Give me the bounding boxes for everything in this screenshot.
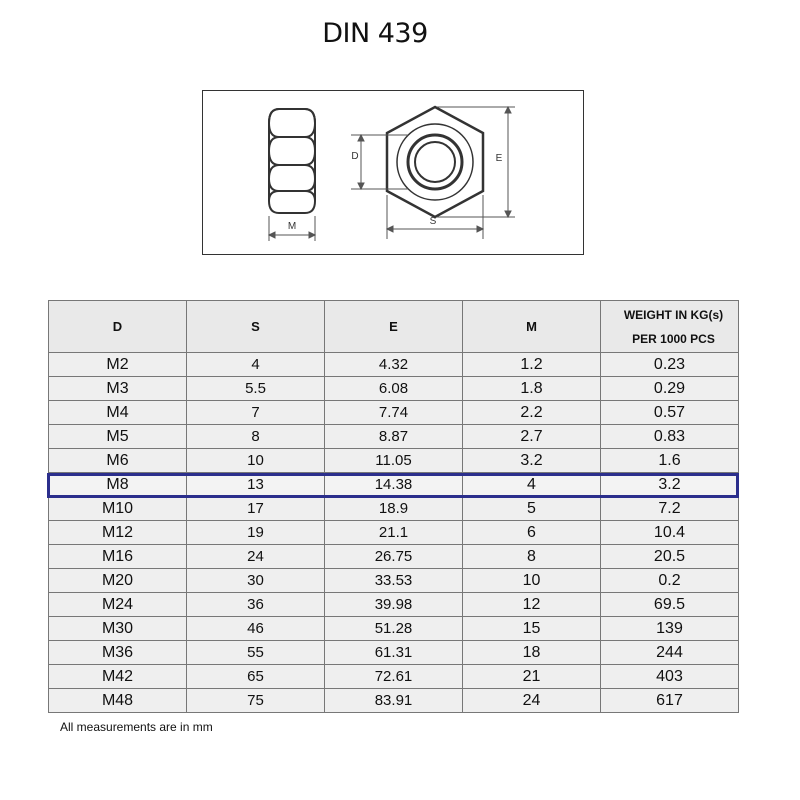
table-row xyxy=(49,641,739,665)
cell-m: 12 xyxy=(463,593,601,617)
cell-e: 83.91 xyxy=(325,689,463,713)
table-row xyxy=(49,689,739,713)
cell-m: 21 xyxy=(463,665,601,689)
cell-d: M8 xyxy=(49,473,187,497)
nut-drawing-svg xyxy=(203,91,585,256)
header-s: S xyxy=(187,301,325,353)
header-weight-line1: WEIGHT IN KG(s) xyxy=(623,307,724,322)
table-row xyxy=(49,401,739,425)
cell-e: 11.05 xyxy=(325,449,463,473)
cell-e: 72.61 xyxy=(325,665,463,689)
dimensions-table xyxy=(48,300,739,713)
table-row xyxy=(49,353,739,377)
cell-s: 19 xyxy=(187,521,325,545)
cell-weight: 20.5 xyxy=(601,545,739,569)
cell-weight: 3.2 xyxy=(601,473,739,497)
cell-weight: 0.29 xyxy=(601,377,739,401)
cell-m: 2.2 xyxy=(463,401,601,425)
cell-weight: 403 xyxy=(601,665,739,689)
cell-d: M16 xyxy=(49,545,187,569)
cell-d: M36 xyxy=(49,641,187,665)
front-view xyxy=(387,107,483,217)
cell-s: 46 xyxy=(187,617,325,641)
cell-m: 6 xyxy=(463,521,601,545)
table-row xyxy=(49,521,739,545)
nut-technical-drawing xyxy=(202,90,584,255)
side-view-label: M xyxy=(287,221,297,232)
table-row xyxy=(49,569,739,593)
cell-s: 8 xyxy=(187,425,325,449)
cell-m: 1.2 xyxy=(463,353,601,377)
table-row xyxy=(49,617,739,641)
cell-weight: 0.83 xyxy=(601,425,739,449)
cell-s: 13 xyxy=(187,473,325,497)
cell-e: 61.31 xyxy=(325,641,463,665)
cell-s: 65 xyxy=(187,665,325,689)
front-view-label-e: E xyxy=(495,153,503,164)
page-title: DIN 439 xyxy=(322,18,428,49)
cell-e: 18.9 xyxy=(325,497,463,521)
cell-d: M42 xyxy=(49,665,187,689)
cell-d: M5 xyxy=(49,425,187,449)
cell-e: 21.1 xyxy=(325,521,463,545)
header-weight xyxy=(601,301,739,353)
table-header-row xyxy=(49,301,739,353)
cell-weight: 0.57 xyxy=(601,401,739,425)
cell-e: 39.98 xyxy=(325,593,463,617)
cell-m: 18 xyxy=(463,641,601,665)
footnote: All measurements are in mm xyxy=(60,720,213,734)
cell-m: 24 xyxy=(463,689,601,713)
cell-d: M12 xyxy=(49,521,187,545)
cell-s: 5.5 xyxy=(187,377,325,401)
table-body xyxy=(49,353,739,713)
cell-m: 15 xyxy=(463,617,601,641)
cell-weight: 0.23 xyxy=(601,353,739,377)
header-e: E xyxy=(325,301,463,353)
cell-m: 4 xyxy=(463,473,601,497)
header-weight-line2: PER 1000 PCS xyxy=(632,331,715,346)
table-row xyxy=(49,545,739,569)
cell-weight: 69.5 xyxy=(601,593,739,617)
cell-m: 8 xyxy=(463,545,601,569)
cell-weight: 10.4 xyxy=(601,521,739,545)
cell-s: 4 xyxy=(187,353,325,377)
cell-e: 4.32 xyxy=(325,353,463,377)
table-row xyxy=(49,497,739,521)
cell-m: 2.7 xyxy=(463,425,601,449)
cell-d: M4 xyxy=(49,401,187,425)
front-view-label-s: S xyxy=(429,216,437,227)
header-d: D xyxy=(49,301,187,353)
side-view xyxy=(269,109,315,213)
cell-d: M2 xyxy=(49,353,187,377)
cell-weight: 1.6 xyxy=(601,449,739,473)
cell-m: 3.2 xyxy=(463,449,601,473)
cell-weight: 139 xyxy=(601,617,739,641)
cell-s: 36 xyxy=(187,593,325,617)
header-m: M xyxy=(463,301,601,353)
cell-d: M30 xyxy=(49,617,187,641)
cell-e: 26.75 xyxy=(325,545,463,569)
cell-d: M6 xyxy=(49,449,187,473)
cell-d: M20 xyxy=(49,569,187,593)
cell-s: 24 xyxy=(187,545,325,569)
front-view-label-d: D xyxy=(351,151,359,162)
cell-e: 14.38 xyxy=(325,473,463,497)
cell-weight: 0.2 xyxy=(601,569,739,593)
cell-weight: 617 xyxy=(601,689,739,713)
cell-d: M3 xyxy=(49,377,187,401)
cell-d: M10 xyxy=(49,497,187,521)
cell-d: M48 xyxy=(49,689,187,713)
table-row xyxy=(49,665,739,689)
cell-e: 33.53 xyxy=(325,569,463,593)
table-row xyxy=(49,593,739,617)
cell-e: 7.74 xyxy=(325,401,463,425)
cell-d: M24 xyxy=(49,593,187,617)
cell-s: 10 xyxy=(187,449,325,473)
cell-e: 51.28 xyxy=(325,617,463,641)
cell-m: 10 xyxy=(463,569,601,593)
table-row xyxy=(49,377,739,401)
table-row xyxy=(49,425,739,449)
cell-weight: 7.2 xyxy=(601,497,739,521)
cell-e: 6.08 xyxy=(325,377,463,401)
cell-s: 30 xyxy=(187,569,325,593)
cell-s: 75 xyxy=(187,689,325,713)
table-row xyxy=(49,473,739,497)
cell-m: 5 xyxy=(463,497,601,521)
cell-weight: 244 xyxy=(601,641,739,665)
cell-s: 7 xyxy=(187,401,325,425)
cell-e: 8.87 xyxy=(325,425,463,449)
cell-s: 55 xyxy=(187,641,325,665)
cell-m: 1.8 xyxy=(463,377,601,401)
cell-s: 17 xyxy=(187,497,325,521)
table-row xyxy=(49,449,739,473)
